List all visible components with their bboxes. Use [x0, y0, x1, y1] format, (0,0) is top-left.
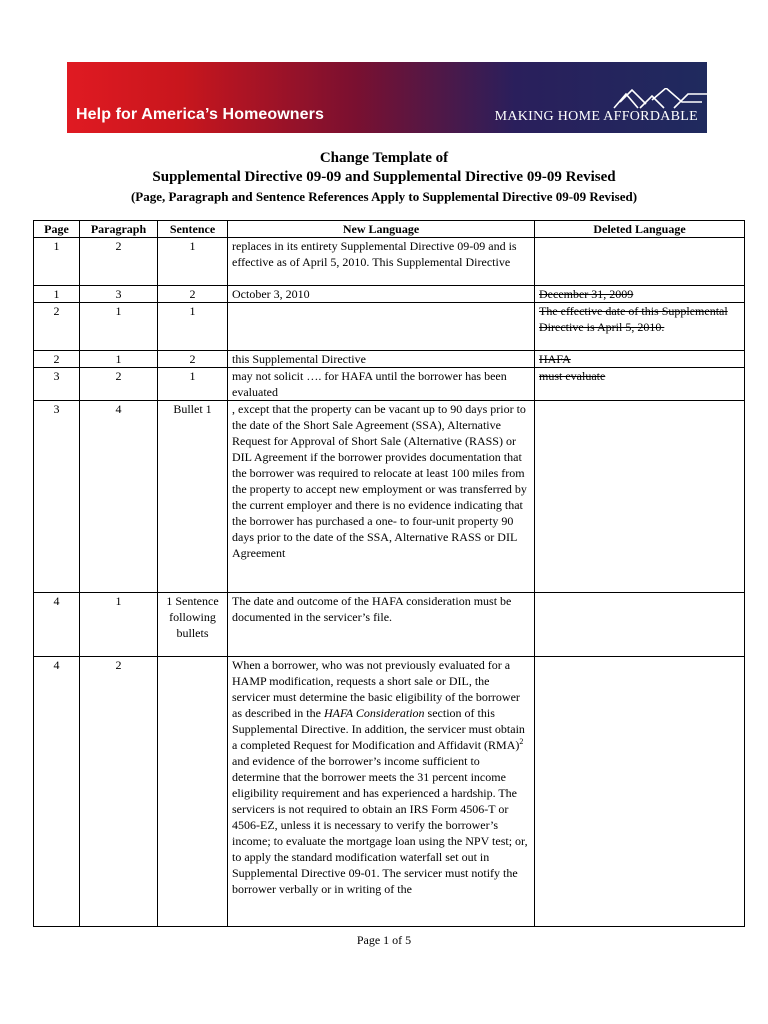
- cell-sentence: 1: [158, 238, 228, 286]
- cell-deleted-language: The effective date of this Supplemental Directive is April 5, 2010.: [535, 303, 745, 351]
- header-banner: [67, 62, 707, 133]
- cell-sentence: Bullet 1: [158, 401, 228, 593]
- cell-sentence: 2: [158, 351, 228, 368]
- col-header-paragraph: Paragraph: [80, 221, 158, 238]
- cell-page: 2: [34, 351, 80, 368]
- cell-sentence: 1: [158, 303, 228, 351]
- cell-sentence: 2: [158, 286, 228, 303]
- new-text-part: and evidence of the borrower’s income sufficient to determine that the borrower meets the 31 percent income eligibility requirement and has experienced a hardship. The servicers is not required to obtain an IRS Form 4506-T or 4506-EZ, unless it is necessary to verify the borrower’s income; to evaluate the mortgage loan using the NPV test; or, to apply the standard modification waterfall set out in Supplemental Directive 09-01. The servicer must notify the borrower verbally or in writing of the: [232, 754, 528, 896]
- table-row: [34, 401, 745, 593]
- table-row: [34, 238, 745, 286]
- cell-new-language: October 3, 2010: [228, 286, 535, 303]
- cell-page: 4: [34, 657, 80, 927]
- cell-paragraph: 2: [80, 368, 158, 401]
- cell-paragraph: 1: [80, 303, 158, 351]
- cell-page: 3: [34, 401, 80, 593]
- new-text-part: When a borrower, who was not previously evaluated for a HAMP modification, requests a short sale or DIL, the servicer must determine the basic eligibility of the borrower as described in the: [232, 658, 520, 720]
- page-footer: Page 1 of 5: [356, 933, 412, 947]
- cell-new-language: , except that the property can be vacant up to 90 days prior to the date of the Short Sale Agreement (SSA), Alternative Request for Approval of Short Sale (Alternative (RASS) or DIL Agreement if the borrower provides documentation that the borrower was required to relocate at least 100 miles from the property to accept new employment or was transferred by the current employer and there is no evidence indicating that the borrower has purchased a one- to four-unit property 90 days prior to the date of the SSA, Alternative RASS or DIL Agreement: [228, 401, 535, 593]
- cell-new-language: The date and outcome of the HAFA consideration must be documented in the servicer’s file.: [228, 593, 535, 657]
- banner-tagline: Help for America’s Homeowners: [76, 106, 325, 123]
- cell-sentence: 1 Sentence following bullets: [158, 593, 228, 657]
- cell-page: 1: [34, 286, 80, 303]
- cell-deleted-language: [535, 657, 745, 927]
- cell-page: 2: [34, 303, 80, 351]
- change-table: [33, 220, 745, 927]
- cell-deleted-language: December 31, 2009: [535, 286, 745, 303]
- cell-paragraph: 1: [80, 351, 158, 368]
- cell-paragraph: 2: [80, 657, 158, 927]
- cell-deleted-language: HAFA: [535, 351, 745, 368]
- table-row: [34, 303, 745, 351]
- cell-deleted-language: [535, 238, 745, 286]
- table-row: [34, 657, 745, 927]
- table-row: [34, 286, 745, 303]
- new-text-part: section of this Supplemental Directive. In addition, the servicer must obtain a completed Request for Modification and Affidavit (RMA): [232, 706, 525, 752]
- cell-sentence: [158, 657, 228, 927]
- col-header-sentence: Sentence: [158, 221, 228, 238]
- cell-new-language: [228, 303, 535, 351]
- table-row: [34, 351, 745, 368]
- col-header-page: Page: [34, 221, 80, 238]
- cell-paragraph: 4: [80, 401, 158, 593]
- table-header-row: [34, 221, 745, 238]
- doc-title-line1: Change Template of: [319, 150, 449, 166]
- houses-logo-icon: [612, 88, 707, 110]
- cell-deleted-language: must evaluate: [535, 368, 745, 401]
- cell-deleted-language: [535, 593, 745, 657]
- doc-title-line3: (Page, Paragraph and Sentence References Apply to Supplemental Directive 09-09 Revised): [130, 189, 638, 204]
- cell-page: 1: [34, 238, 80, 286]
- cell-paragraph: 2: [80, 238, 158, 286]
- cell-new-language: [228, 657, 535, 927]
- cell-paragraph: 3: [80, 286, 158, 303]
- doc-title-line2: Supplemental Directive 09-09 and Supplemental Directive 09-09 Revised: [152, 169, 616, 185]
- cell-new-language: replaces in its entirety Supplemental Directive 09-09 and is effective as of April 5, 2010. This Supplemental Directive: [228, 238, 535, 286]
- cell-sentence: 1: [158, 368, 228, 401]
- table-row: [34, 593, 745, 657]
- cell-page: 3: [34, 368, 80, 401]
- cell-deleted-language: [535, 401, 745, 593]
- cell-page: 4: [34, 593, 80, 657]
- table-row: [34, 368, 745, 401]
- new-text-italic: HAFA Consideration: [323, 706, 425, 720]
- col-header-deleted-language: Deleted Language: [535, 221, 745, 238]
- col-header-new-language: New Language: [228, 221, 535, 238]
- footnote-marker: 2: [519, 737, 524, 746]
- cell-new-language: this Supplemental Directive: [228, 351, 535, 368]
- cell-paragraph: 1: [80, 593, 158, 657]
- cell-new-language: may not solicit …. for HAFA until the borrower has been evaluated: [228, 368, 535, 401]
- banner-brand: MAKING HOME AFFORDABLE: [494, 109, 698, 124]
